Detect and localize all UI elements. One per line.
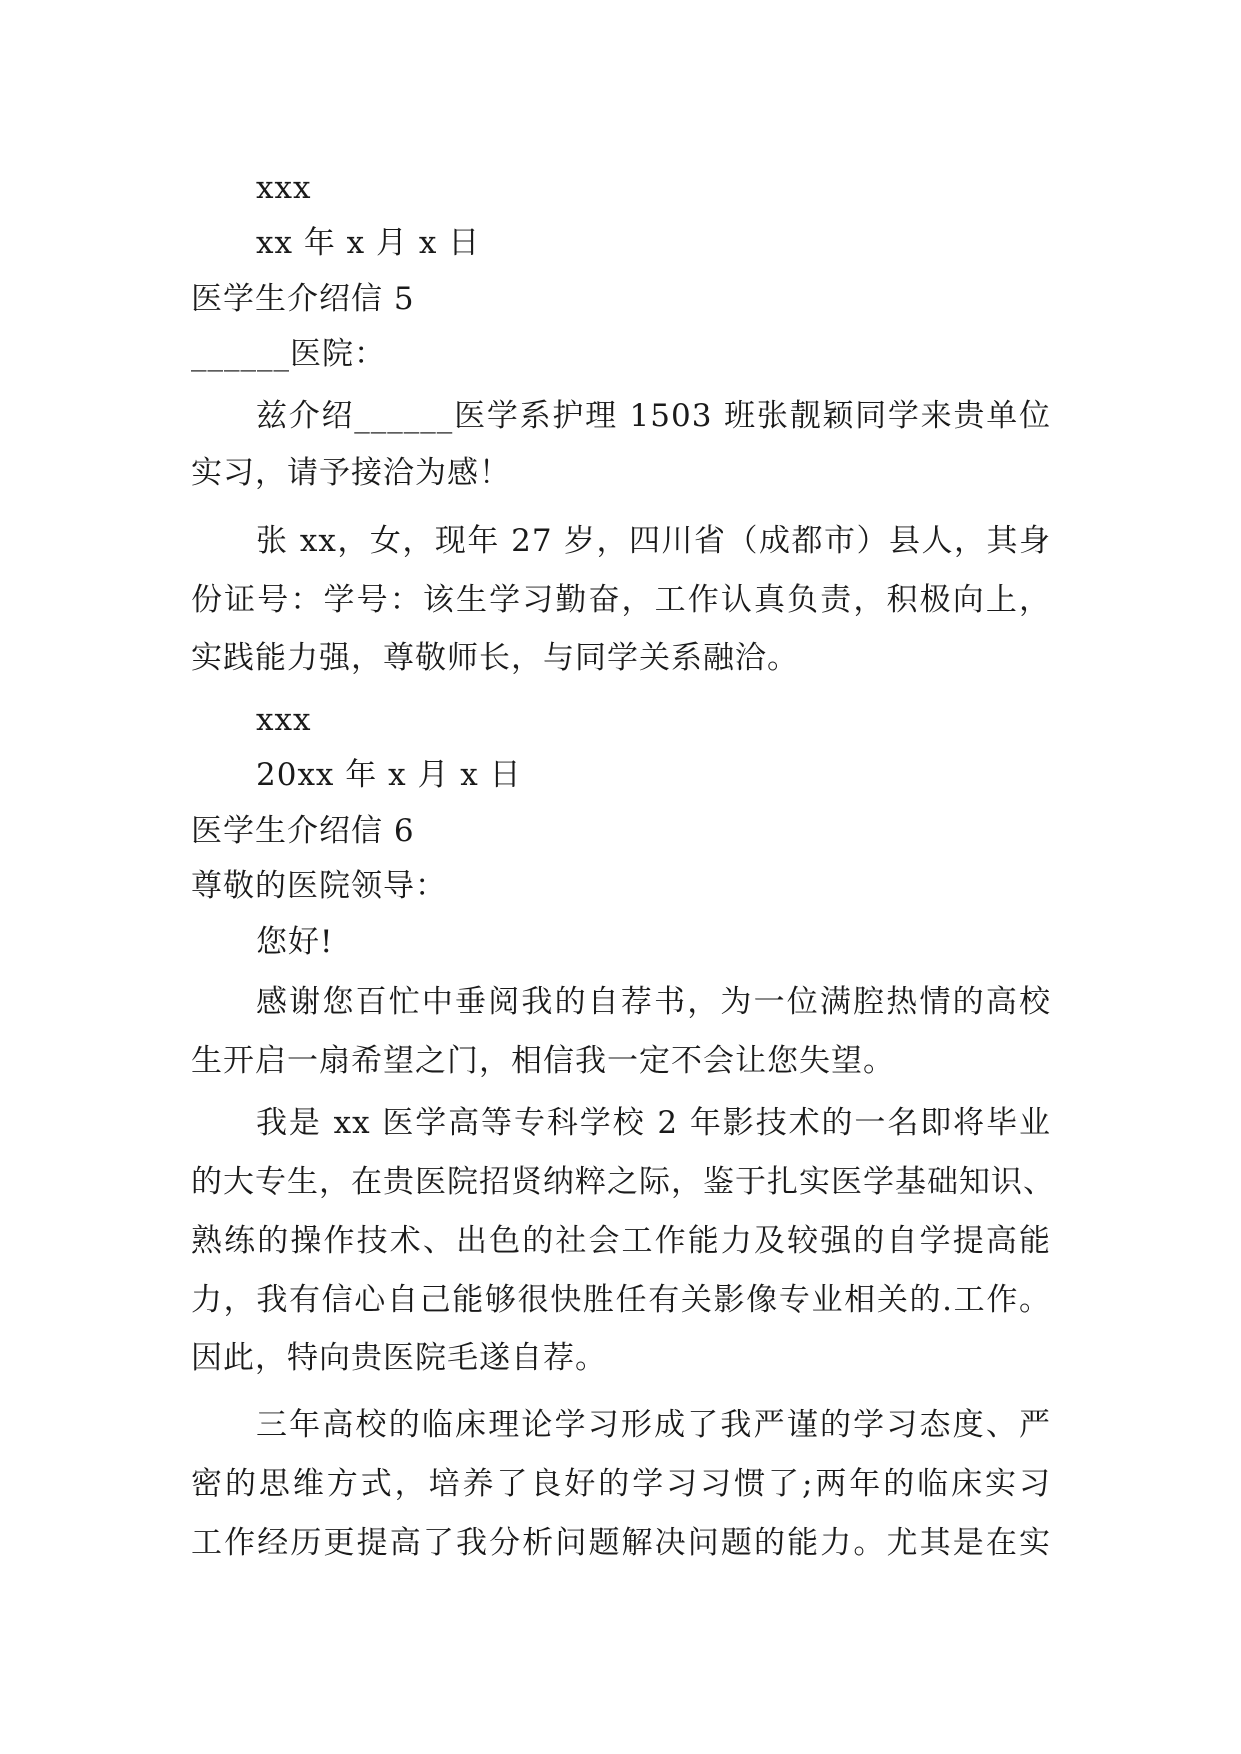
body-line: 张 xx，女，现年 27 岁，四川省（成都市）县人，其身 <box>256 523 1051 559</box>
body-line: 感谢您百忙中垂阅我的自荐书，为一位满腔热情的高校 <box>256 984 1051 1020</box>
body-line: 力，我有信心自己能够很快胜任有关影像专业相关的.工作。 <box>191 1282 1051 1318</box>
letter-date: xx 年 x 月 x 日 <box>256 225 481 261</box>
letter-salutation: 尊敬的医院领导： <box>191 868 447 904</box>
letter-greeting: 您好! <box>256 924 334 960</box>
letter-heading: 医学生介绍信 5 <box>191 281 415 317</box>
signer-name: xxx <box>256 702 312 738</box>
body-line: 的大专生，在贵医院招贤纳粹之际，鉴于扎实医学基础知识、 <box>191 1164 1055 1200</box>
body-line: 工作经历更提高了我分析问题解决问题的能力。尤其是在实 <box>191 1525 1051 1561</box>
body-line: 实习，请予接洽为感！ <box>191 455 511 491</box>
letter-heading: 医学生介绍信 6 <box>191 813 415 849</box>
signer-name: xxx <box>256 170 312 206</box>
letter-salutation: ______医院： <box>191 336 386 372</box>
body-line: 三年高校的临床理论学习形成了我严谨的学习态度、严 <box>256 1407 1051 1443</box>
body-line: 熟练的操作技术、出色的社会工作能力及较强的自学提高能 <box>191 1223 1051 1259</box>
body-line: 兹介绍______医学系护理 1503 班张靓颖同学来贵单位 <box>256 398 1051 434</box>
body-line: 生开启一扇希望之门，相信我一定不会让您失望。 <box>191 1043 895 1079</box>
body-line: 份证号：学号：该生学习勤奋，工作认真负责，积极向上， <box>191 582 1051 618</box>
body-line: 因此，特向贵医院毛遂自荐。 <box>191 1340 607 1376</box>
letter-date: 20xx 年 x 月 x 日 <box>256 757 522 793</box>
body-line: 实践能力强，尊敬师长，与同学关系融洽。 <box>191 640 799 676</box>
body-line: 密的思维方式，培养了良好的学习习惯了;两年的临床实习 <box>191 1466 1051 1502</box>
body-line: 我是 xx 医学高等专科学校 2 年影技术的一名即将毕业 <box>256 1105 1051 1141</box>
